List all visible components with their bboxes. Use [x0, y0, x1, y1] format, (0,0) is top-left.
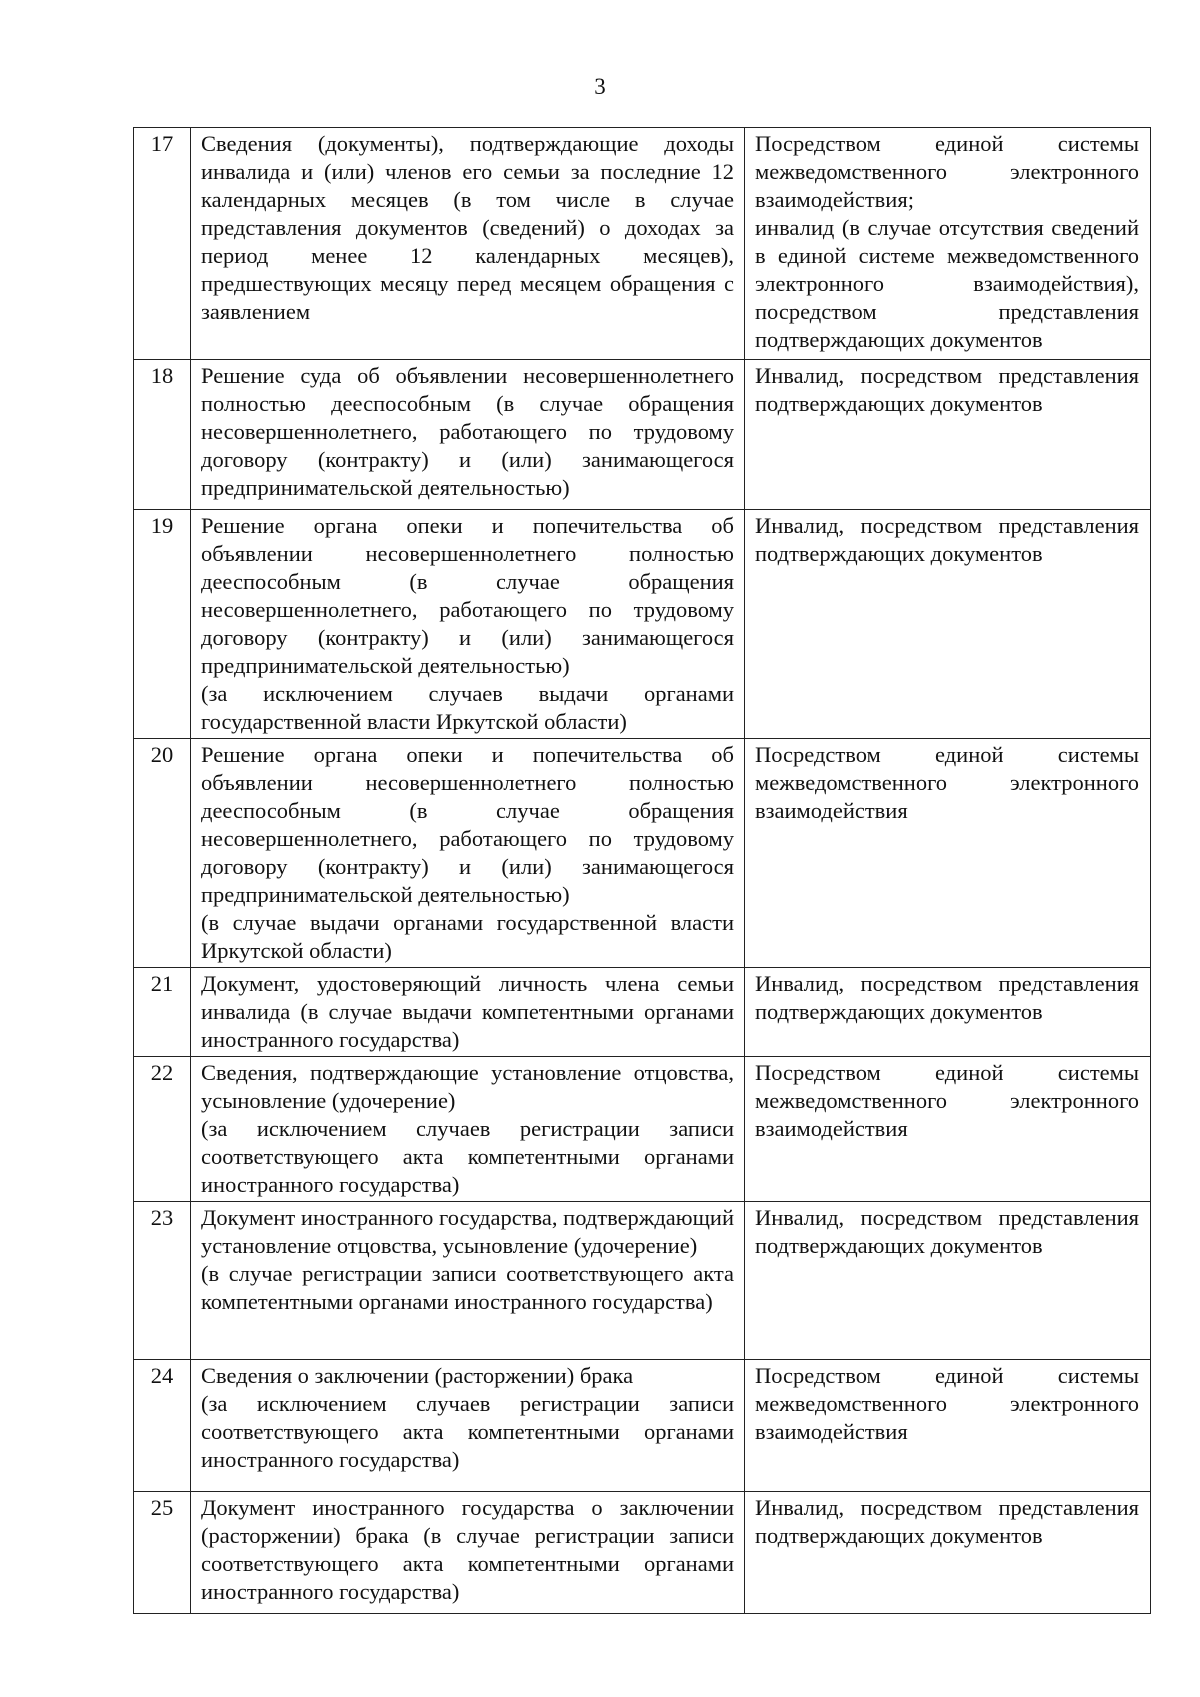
document-name-cell	[191, 128, 745, 360]
row-number: 20	[134, 739, 191, 968]
document-paragraph: Сведения о заключении (расторжении) брака	[201, 1363, 634, 1388]
table-row	[134, 739, 1151, 968]
document-paragraph: (за исключением случаев регистрации записи соответствующего акта компетентными органами иностранного государства)	[201, 1116, 734, 1197]
source-method-text	[745, 1202, 1150, 1262]
source-paragraph: инвалид (в случае отсутствия сведений в единой системе межведомственного электронного взаимодействия), посредством представления подтверждающих документов	[755, 215, 1139, 352]
source-method-cell	[745, 739, 1151, 968]
source-method-cell	[745, 1057, 1151, 1202]
row-number: 25	[134, 1492, 191, 1614]
document-paragraph: Решение органа опеки и попечительства об объявлении несовершеннолетнего полностью дееспособным (в случае обращения несовершеннолетнего, работающего по трудовому договору (контракту) и (или) занимающегося предпринимательской деятельностью)	[201, 513, 734, 678]
source-method-cell	[745, 360, 1151, 510]
table-row	[134, 128, 1151, 360]
document-name-cell	[191, 1057, 745, 1202]
source-method-text	[745, 510, 1150, 570]
document-name-text	[191, 1202, 744, 1318]
documents-table	[133, 127, 1151, 1614]
document-name-cell	[191, 360, 745, 510]
document-name-cell	[191, 739, 745, 968]
table-row	[134, 1360, 1151, 1492]
table-body	[134, 128, 1151, 1614]
source-paragraph: Инвалид, посредством представления подтверждающих документов	[755, 1495, 1139, 1548]
document-paragraph: Решение органа опеки и попечительства об объявлении несовершеннолетнего полностью дееспособным (в случае обращения несовершеннолетнего, работающего по трудовому договору (контракту) и (или) занимающегося предпринимательской деятельностью)	[201, 742, 734, 907]
source-paragraph: Посредством единой системы межведомственного электронного взаимодействия	[755, 1363, 1139, 1444]
document-paragraph: Сведения (документы), подтверждающие доходы инвалида и (или) членов его семьи за последние 12 календарных месяцев (в том числе в случае представления документов (сведений) о доходах за период менее 12 календарных месяцев), предшествующих месяцу перед месяцем обращения с заявлением	[201, 131, 734, 324]
document-name-text	[191, 360, 744, 504]
table-row	[134, 1202, 1151, 1360]
table-row	[134, 1057, 1151, 1202]
document-paragraph: Документ, удостоверяющий личность члена семьи инвалида (в случае выдачи компетентными органами иностранного государства)	[201, 971, 734, 1052]
source-method-text	[745, 968, 1150, 1028]
document-name-text	[191, 739, 744, 967]
document-paragraph: Документ иностранного государства о заключении (расторжении) брака (в случае регистрации записи соответствующего акта компетентными органами иностранного государства)	[201, 1495, 734, 1604]
source-paragraph: Посредством единой системы межведомственного электронного взаимодействия	[755, 1060, 1139, 1141]
document-paragraph: Сведения, подтверждающие установление отцовства, усыновление (удочерение)	[201, 1060, 734, 1113]
source-method-text	[745, 360, 1150, 420]
source-paragraph: Посредством единой системы межведомственного электронного взаимодействия;	[755, 131, 1139, 212]
document-paragraph: Решение суда об объявлении несовершеннолетнего полностью дееспособным (в случае обращения несовершеннолетнего, работающего по трудовому договору (контракту) и (или) занимающегося предпринимательской деятельностью)	[201, 363, 734, 500]
source-paragraph: Инвалид, посредством представления подтверждающих документов	[755, 513, 1139, 566]
source-method-text	[745, 1057, 1150, 1145]
document-name-cell	[191, 1202, 745, 1360]
document-name-text	[191, 968, 744, 1056]
document-name-text	[191, 1492, 744, 1608]
source-paragraph: Посредством единой системы межведомственного электронного взаимодействия	[755, 742, 1139, 823]
row-number: 21	[134, 968, 191, 1057]
document-name-cell	[191, 968, 745, 1057]
source-method-cell	[745, 968, 1151, 1057]
source-paragraph: Инвалид, посредством представления подтверждающих документов	[755, 1205, 1139, 1258]
source-paragraph: Инвалид, посредством представления подтверждающих документов	[755, 971, 1139, 1024]
table-row	[134, 1492, 1151, 1614]
source-method-text	[745, 739, 1150, 827]
document-name-text	[191, 128, 744, 328]
table-row	[134, 360, 1151, 510]
document-name-text	[191, 510, 744, 738]
row-number: 17	[134, 128, 191, 360]
row-number: 24	[134, 1360, 191, 1492]
document-paragraph: (в случае выдачи органами государственной власти Иркутской области)	[201, 910, 734, 963]
page-number: 3	[594, 74, 606, 99]
source-paragraph: Инвалид, посредством представления подтверждающих документов	[755, 363, 1139, 416]
document-name-cell	[191, 510, 745, 739]
row-number: 19	[134, 510, 191, 739]
source-method-cell	[745, 128, 1151, 360]
document-paragraph: (за исключением случаев выдачи органами государственной власти Иркутской области)	[201, 681, 734, 734]
source-method-text	[745, 1360, 1150, 1448]
source-method-cell	[745, 1360, 1151, 1492]
source-method-text	[745, 128, 1150, 356]
document-name-cell	[191, 1492, 745, 1614]
row-number: 23	[134, 1202, 191, 1360]
row-number: 22	[134, 1057, 191, 1202]
document-name-text	[191, 1057, 744, 1201]
row-number: 18	[134, 360, 191, 510]
table-row	[134, 968, 1151, 1057]
source-method-cell	[745, 1202, 1151, 1360]
source-method-text	[745, 1492, 1150, 1552]
source-method-cell	[745, 1492, 1151, 1614]
document-paragraph: (в случае регистрации записи соответствующего акта компетентными органами иностранного государства)	[201, 1261, 734, 1314]
source-method-cell	[745, 510, 1151, 739]
table-row	[134, 510, 1151, 739]
document-name-cell	[191, 1360, 745, 1492]
document-name-text	[191, 1360, 744, 1476]
document-paragraph: Документ иностранного государства, подтверждающий установление отцовства, усыновление (удочерение)	[201, 1205, 734, 1258]
document-paragraph: (за исключением случаев регистрации записи соответствующего акта компетентными органами иностранного государства)	[201, 1391, 734, 1472]
